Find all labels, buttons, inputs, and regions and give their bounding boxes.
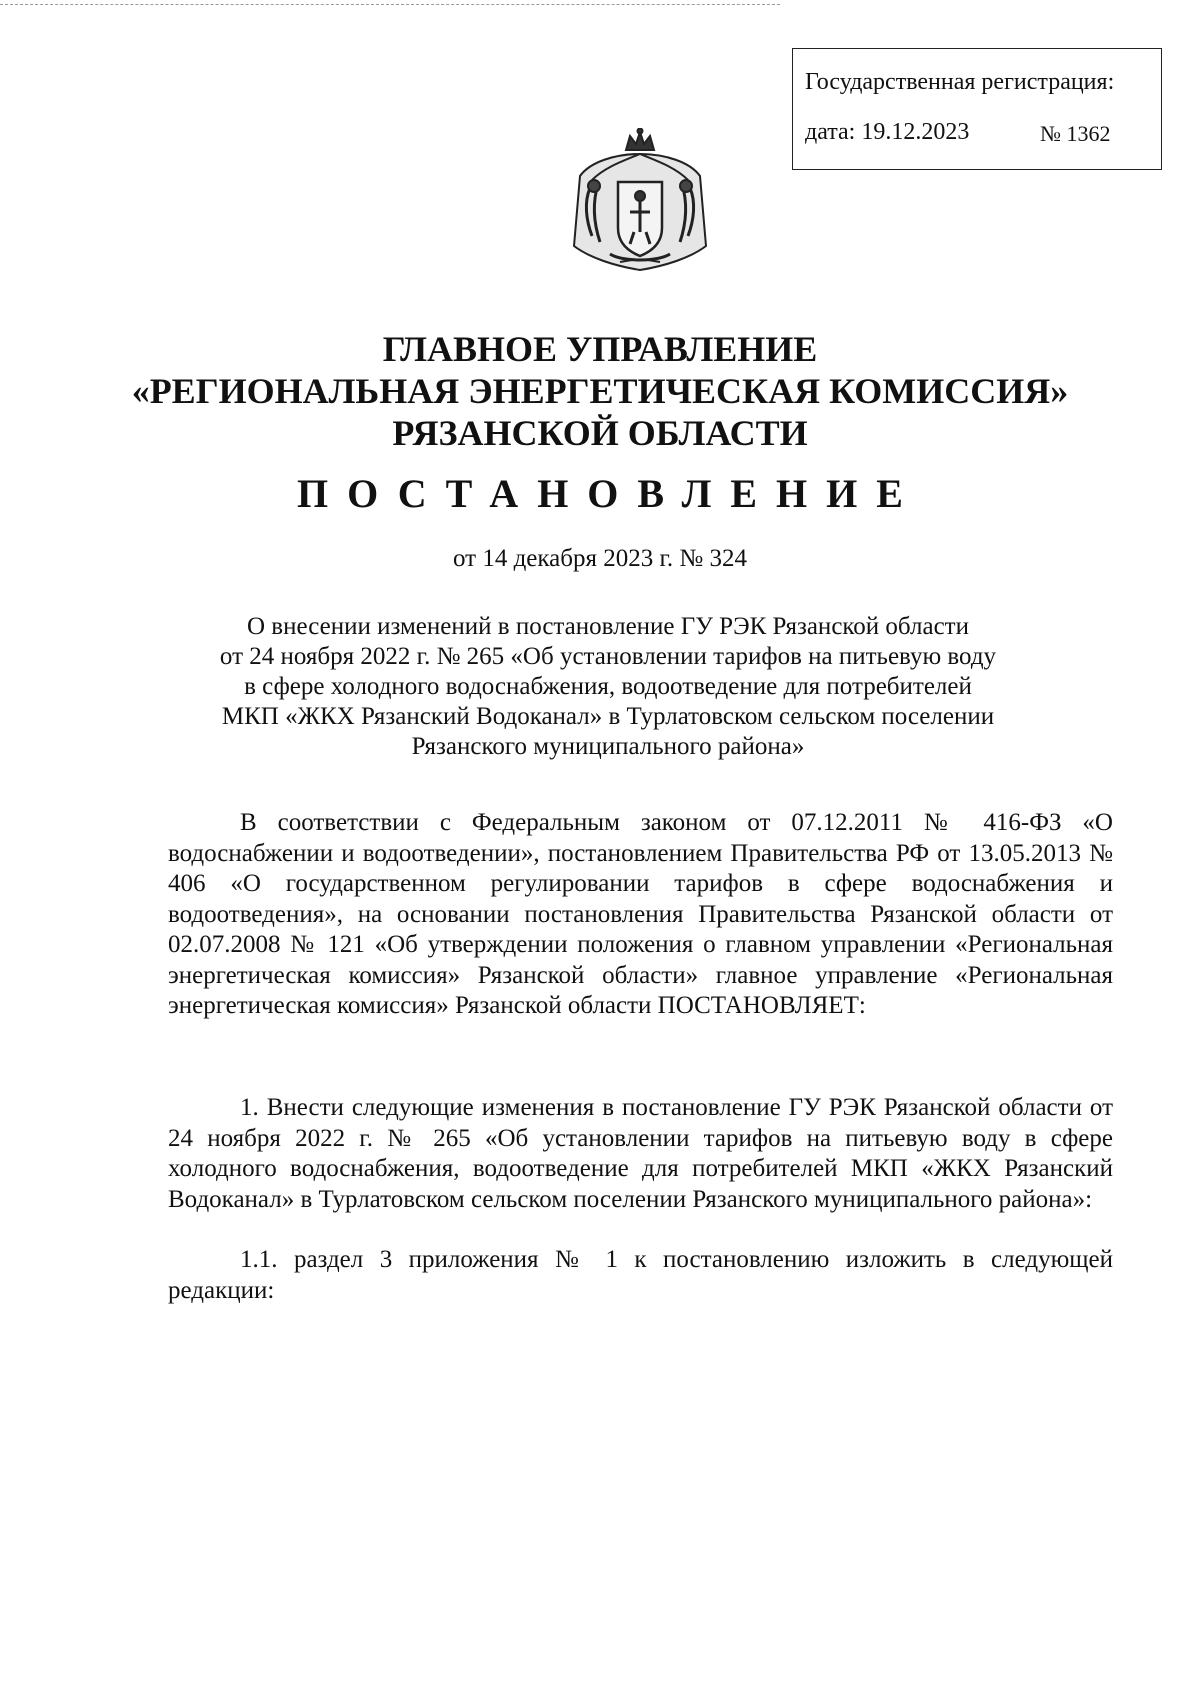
- preamble-paragraph: В соответствии с Федеральным законом от 07.12.2011 № 416-ФЗ «О водоснабжении и водоотведении», постановлением Правительства РФ от 13.05.2013 № 406 «О государственном регулировании тарифов в сфере водоснабжения и водоотведения», на основании постановления Правительства Рязанской области от 02.07.2008 № 121 «Об утверждении положения о главном управлении «Региональная энергетическая комиссия» Рязанской области» главное управление «Региональная энергетическая комиссия» Рязанской области ПОСТАНОВЛЯЕТ:: [168, 809, 1113, 1019]
- org-line-1: ГЛАВНОЕ УПРАВЛЕНИЕ: [382, 329, 818, 369]
- coat-of-arms-icon: [560, 128, 720, 278]
- registration-stamp: [792, 48, 1162, 170]
- subject-line-4: МКП «ЖКХ Рязанский Водоканал» в Турлатовском сельском поселении: [221, 703, 995, 730]
- organization-title: [100, 328, 1100, 454]
- registration-date: дата: 19.12.2023: [805, 119, 970, 145]
- document-subject: [168, 612, 1048, 762]
- document-type: ПОСТАНОВЛЕНИЕ: [297, 471, 922, 516]
- subject-line-5: Рязанского муниципального района»: [411, 733, 805, 760]
- document-date: от 14 декабря 2023 г. № 324: [452, 545, 748, 572]
- item-1-1-paragraph: 1.1. раздел 3 приложения № 1 к постановлению изложить в следующей редакции:: [168, 1246, 1113, 1304]
- subject-line-2: от 24 ноября 2022 г. № 265 «Об установлении тарифов на питьевую воду: [219, 643, 997, 670]
- registration-title: Государственная регистрация:: [805, 69, 1115, 95]
- subject-line-1: О внесении изменений в постановление ГУ РЭК Рязанской области: [247, 613, 969, 640]
- org-line-2: «РЕГИОНАЛЬНАЯ ЭНЕРГЕТИЧЕСКАЯ КОМИССИЯ»: [131, 371, 1069, 411]
- item-1-paragraph: 1. Внести следующие изменения в постановление ГУ РЭК Рязанской области от 24 ноября 2022 г. № 265 «Об установлении тарифов на питьевую воду в сфере холодного водоснабжения, водоотведение для потребителей МКП «ЖКХ Рязанский Водоканал» в Турлатовском сельском поселении Рязанского муниципального района»:: [168, 1094, 1113, 1213]
- org-line-3: РЯЗАНСКОЙ ОБЛАСТИ: [392, 413, 808, 453]
- registration-number: № 1362: [1040, 121, 1111, 146]
- top-scan-rule: [0, 4, 780, 5]
- subject-line-3: в сфере холодного водоснабжения, водоотведение для потребителей: [244, 673, 972, 700]
